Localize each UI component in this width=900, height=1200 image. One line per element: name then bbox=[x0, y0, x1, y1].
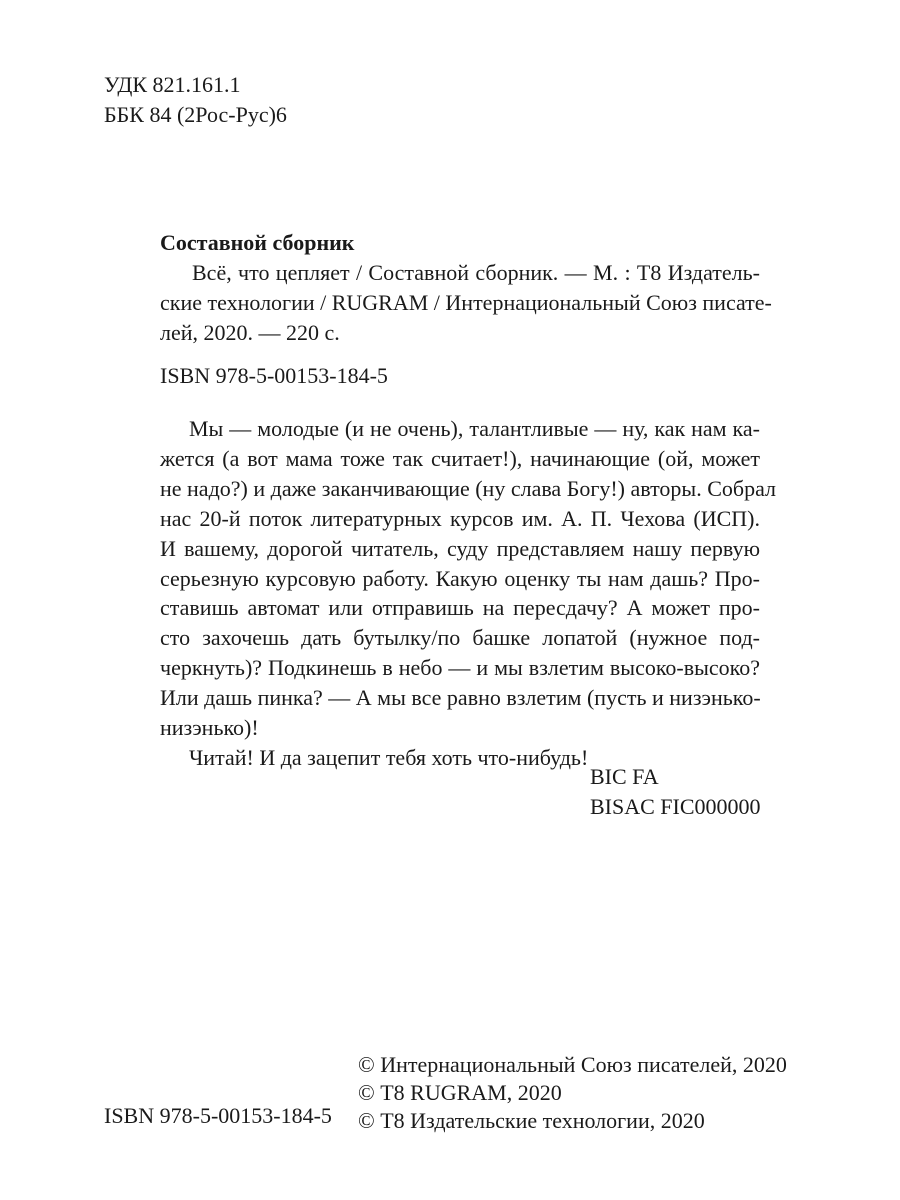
annotation-line: нас 20-й поток литературных курсов им. А. П. Чехова (ИСП). bbox=[160, 505, 760, 531]
annotation-line: не надо?) и даже заканчивающие (ну слава Богу!) авторы. Собрал bbox=[160, 475, 777, 501]
annotation-line: жется (а вот мама тоже так считает!), начинающие (ой, может bbox=[160, 445, 760, 471]
annotation-line: низэнько)! bbox=[160, 715, 259, 741]
udk-code: УДК 821.161.1 bbox=[104, 72, 241, 97]
bibliographic-heading: Составной сборник bbox=[160, 230, 355, 255]
isbn-bottom: ISBN 978-5-00153-184-5 bbox=[104, 1103, 332, 1128]
bbk-code: ББК 84 (2Рос-Рус)6 bbox=[104, 102, 287, 127]
copyright-line: © Т8 Издательские технологии, 2020 bbox=[358, 1108, 705, 1133]
annotation-text bbox=[160, 414, 777, 773]
annotation-line: черкнуть)? Подкинешь в небо — и мы взлетим высоко-высоко? bbox=[160, 655, 760, 681]
annotation-line: Мы — молодые (и не очень), талантливые — ну, как нам ка- bbox=[189, 416, 760, 441]
bic-code: BIC FA bbox=[590, 764, 659, 789]
copyright-block bbox=[358, 1051, 787, 1135]
bibliographic-record bbox=[160, 228, 772, 348]
bibliographic-line: ские технологии / RUGRAM / Интернациональный Союз писате- bbox=[160, 290, 772, 315]
annotation-line: Или дашь пинка? — А мы все равно взлетим (пусть и низэнько- bbox=[160, 685, 761, 711]
copyright-line: © Интернациональный Союз писателей, 2020 bbox=[358, 1052, 787, 1077]
annotation-line: серьезную курсовую работу. Какую оценку ты нам дашь? Про- bbox=[160, 565, 760, 591]
bibliographic-line: лей, 2020. — 220 с. bbox=[160, 320, 340, 345]
classification-block bbox=[104, 70, 287, 130]
copyright-line: © Т8 RUGRAM, 2020 bbox=[358, 1080, 562, 1105]
isbn-main: ISBN 978-5-00153-184-5 bbox=[160, 363, 388, 388]
bibliographic-line: Всё, что цепляет / Составной сборник. — М. : Т8 Издатель- bbox=[192, 260, 760, 285]
bisac-code: BISAC FIC000000 bbox=[590, 794, 761, 819]
subject-codes bbox=[590, 762, 761, 822]
annotation-line: И вашему, дорогой читатель, суду представляем нашу первую bbox=[160, 535, 760, 561]
annotation-closing: Читай! И да зацепит тебя хоть что-нибудь! bbox=[189, 744, 589, 770]
annotation-line: сто захочешь дать бутылку/по башке лопатой (нужное под- bbox=[160, 625, 760, 651]
annotation-line: ставишь автомат или отправишь на пересдачу? А может про- bbox=[160, 595, 760, 621]
